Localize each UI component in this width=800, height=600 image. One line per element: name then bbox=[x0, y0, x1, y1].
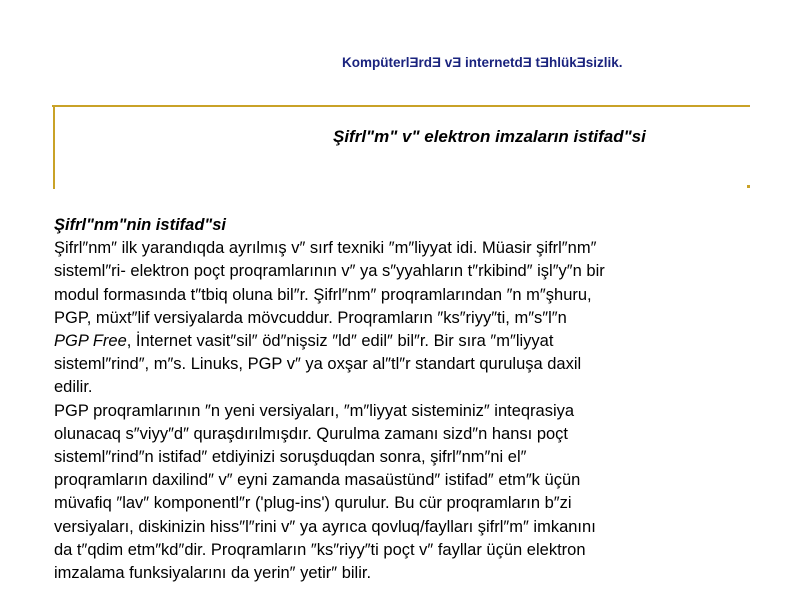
paragraph-line: müvafiq ″lav″ komponentl″r ('plug-ins') qurulur. Bu cür proqramların b″zi bbox=[54, 494, 572, 513]
top-divider bbox=[52, 105, 750, 107]
header-title: KompüterlƎrdƎ vƎ internetdƎ tƎhlükƎsizlik. bbox=[342, 55, 623, 70]
slide-title: Şifrl"m" v" elektron imzaların istifad"si bbox=[333, 127, 646, 146]
paragraph-line: modul formasında t″tbiq oluna bil″r. Şifrl″nm″ proqramlarından ″n m″şhuru, bbox=[54, 285, 592, 304]
divider-dot bbox=[747, 185, 750, 188]
section-heading: Şifrl"nm"nin istifad"si bbox=[54, 216, 226, 234]
paragraph-line: PGP, müxt″lif versiyalarda mövcuddur. Proqramların ″ks″riyy″ti, m″s″l″n bbox=[54, 308, 567, 327]
paragraph-line: sisteml″ri- elektron poçt proqramlarının v″ ya s″yyahların t″rkibind″ işl″y″n bir bbox=[54, 262, 605, 281]
paragraph-line: olunacaq s″viyy″d″ quraşdırılmışdır. Qurulma zamanı sizd″n hansı poçt bbox=[54, 424, 569, 443]
pgp-free-term: PGP Free bbox=[54, 332, 127, 351]
paragraph-line: versiyaları, diskinizin hiss″l″rini v″ ya ayrıca qovluq/faylları şifrl″m″ imkanını bbox=[54, 517, 596, 536]
paragraph-line: da t″qdim etm″kd″dir. Proqramların ″ks″riyy″ti poçt v″ fayllar üçün elektron bbox=[54, 540, 586, 559]
paragraph-line: Şifrl″nm″ ilk yarandıqda ayrılmış v″ sırf texniki ″m″liyyat idi. Müasir şifrl″nm″ bbox=[54, 239, 597, 258]
paragraph-line: imzalama funksiyalarını da yerin″ yetir″ bilir. bbox=[54, 564, 372, 583]
paragraph-line: sisteml″rind″, m″s. Linuks, PGP v″ ya oxşar al″tl″r standart quruluşa daxil bbox=[54, 355, 582, 374]
slide-content bbox=[54, 214, 774, 585]
paragraph-line: edilir. bbox=[54, 378, 93, 397]
left-divider bbox=[53, 107, 55, 189]
paragraph-line: PGP proqramlarının ″n yeni versiyaları, ″m″liyyat sisteminiz″ inteqrasiya bbox=[54, 401, 575, 420]
paragraph-line bbox=[54, 330, 774, 353]
paragraph-line: sisteml″rind″n istifad″ etdiyinizi soruşduqdan sonra, şifrl″nm″ni el″ bbox=[54, 448, 527, 467]
paragraph-line-rest: , İnternet vasit″sil″ öd″nişsiz ″ld″ edil″ bil″r. Bir sıra ″m″liyyat bbox=[126, 332, 554, 351]
paragraph-line: proqramların daxilind″ v″ eyni zamanda masaüstünd″ istifad″ etm″k üçün bbox=[54, 471, 581, 490]
